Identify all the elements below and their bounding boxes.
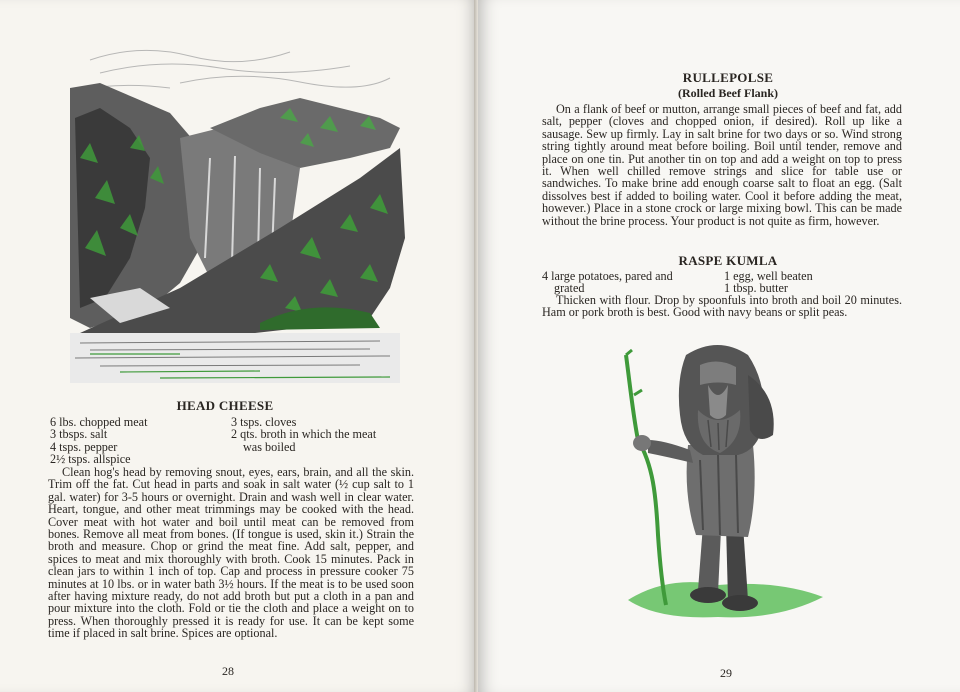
ingredient-item: 4 large potatoes, pared and bbox=[542, 269, 673, 283]
ingredient-item: 4 tsps. pepper bbox=[50, 439, 118, 454]
ingredient-item: 2½ tsps. allspice bbox=[50, 452, 131, 467]
recipe-instructions: Thicken with flour. Drop by spoonfuls into broth and boil 20 minutes. Ham or pork broth is best. Good with navy beans or split peas. bbox=[542, 293, 902, 320]
recipe-subtitle: (Rolled Beef Flank) bbox=[678, 86, 778, 100]
ingredient-item: 3 tbsps. salt bbox=[50, 427, 108, 442]
ingredients-left-column bbox=[542, 270, 673, 295]
ingredients-left-column bbox=[50, 416, 147, 466]
right-page bbox=[478, 0, 960, 692]
ingredient-item: 1 tbsp. butter bbox=[724, 281, 788, 296]
mountain-lake-illustration bbox=[60, 38, 415, 388]
ingredient-item: grated bbox=[554, 281, 585, 296]
recipe-title-head-cheese: HEAD CHEESE bbox=[176, 398, 274, 413]
left-page bbox=[0, 0, 478, 692]
page-number: 29 bbox=[720, 666, 732, 680]
recipe-instructions: Clean hog's head by removing snout, eyes, ears, brain, and all the skin. Trim off the fat. Cut head in parts and soak in salt water (½ cup salt to 1 gal. water) for 3-5 hours or overnight. Drain and wash well in clear water. Heart, tongue, and other meat trimmings may be cooked with the head. Cover meat with hot water and boil until meat can be removed from bones. Remove all meat from bones. (If tongue is used, skin it.) Strain the broth and measure. Chop or grind the meat fine. Add salt, pepper, and spices to meat and mix thoroughly with broth. Cook 15 minutes. Pack in clean jars to within 1 inch of top. Cap and process in pressure cooker 75 minutes at 10 lbs. or in water bath 3½ hours. If the meat is to be used soon after having mixture ready, do not add broth but put a cloth in a pan and pour mixture into the cloth. Fold or tie the cloth and place a weight on to press. When thoroughly pressed it is ready for use. It can be kept some time if placed in salt brine. Spices are optional. bbox=[48, 465, 414, 641]
recipe-title-rullepolse: RULLEPOLSE bbox=[682, 70, 774, 85]
recipe-instructions: On a flank of beef or mutton, arrange small pieces of beef and fat, add salt, pepper (cloves and chopped onion, if desired). Roll up like a sausage. Sew up firmly. Lay in salt brine for two days or so. Wind strong string tightly around meat before boiling. Boil until tender, remove and place on one tin. Put another tin on top and add a weight on top to press it. When well chilled remove strings and slice for table use or sandwiches. To make brine add enough coarse salt to float an egg. (Salt dissolves best if added to boiling water. Cool it before adding the meat, however.) Place in a stone crock or large mixing bowl. This can be made without the brine process. Your product is not quite as firm, however. bbox=[542, 102, 902, 228]
troll-illustration bbox=[608, 335, 828, 625]
ingredient-item: 6 lbs. chopped meat bbox=[50, 415, 148, 429]
ingredient-item: 2 qts. broth in which the meat bbox=[231, 427, 377, 442]
ingredient-item: was boiled bbox=[243, 439, 296, 454]
recipe-title-raspe-kumla: RASPE KUMLA bbox=[678, 253, 778, 268]
ingredients-right-column bbox=[724, 270, 813, 295]
ingredient-item: 1 egg, well beaten bbox=[724, 269, 813, 283]
ingredient-item: 3 tsps. cloves bbox=[231, 415, 297, 429]
page-number: 28 bbox=[222, 664, 234, 678]
ingredients-right-column bbox=[231, 416, 376, 453]
